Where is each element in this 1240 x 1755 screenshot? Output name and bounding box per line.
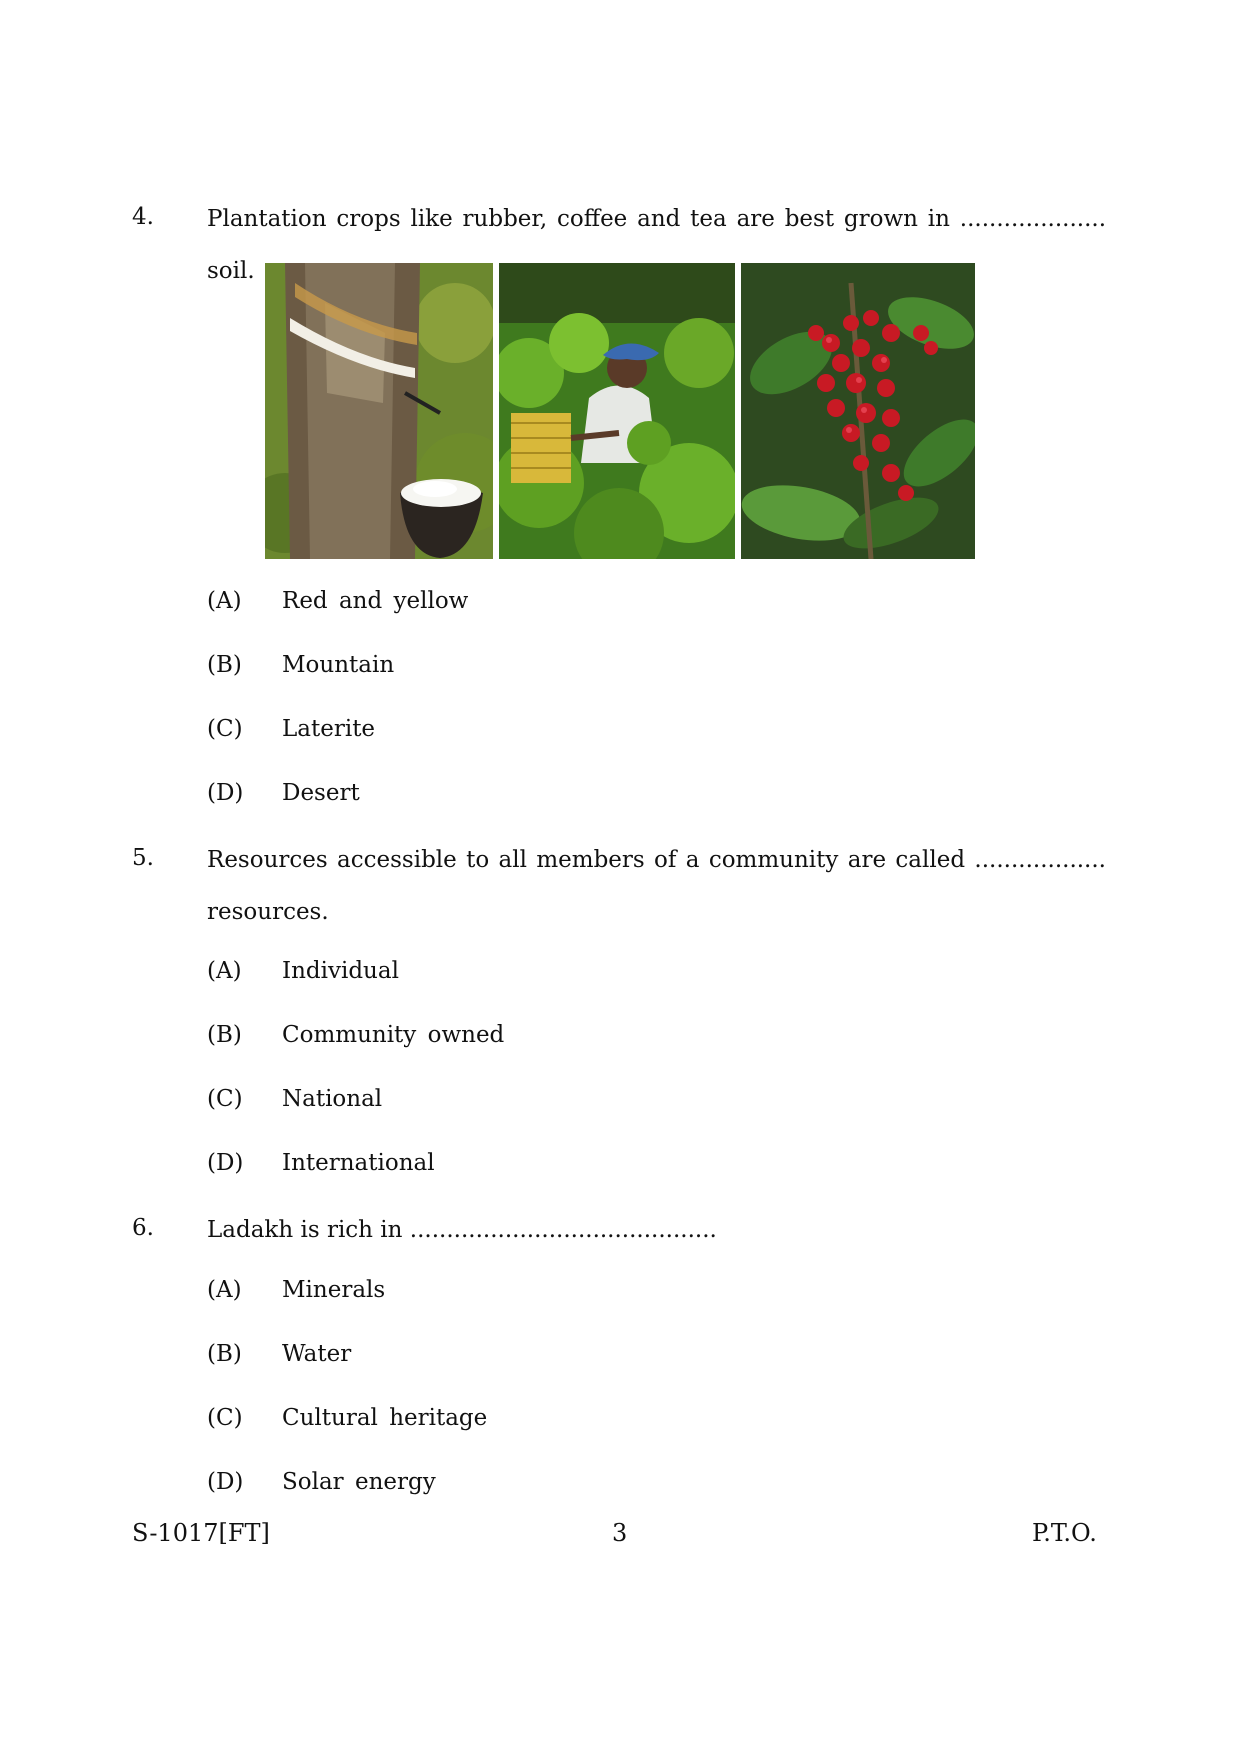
question-4-text: Plantation crops like rubber, coffee and tea are best grown in .................... soil. [207,206,1106,284]
question-4-number: 4. [132,204,154,230]
question-5-option-a [207,956,399,986]
option-letter: (D) [207,780,244,806]
option-label: Minerals [282,1277,386,1303]
option-label: Red and yellow [282,588,469,614]
option-label: International [282,1150,435,1176]
question-6-number: 6. [132,1215,154,1241]
option-label: Individual [282,958,399,984]
option-letter: (A) [207,958,242,984]
question-4-option-c [207,714,375,744]
plantation-crops-photo-strip [265,263,975,559]
option-letter: (B) [207,1341,242,1367]
footer-page-number: 3 [612,1519,628,1547]
question-5-option-c [207,1084,382,1114]
option-label: Community owned [282,1022,505,1048]
rubber-tree-photo [265,263,493,559]
question-5-text-line-2: resources. [207,899,329,925]
option-letter: (C) [207,716,243,742]
option-letter: (C) [207,1086,243,1112]
option-letter: (C) [207,1405,243,1431]
option-letter: (A) [207,588,242,614]
option-letter: (D) [207,1469,244,1495]
option-letter: (B) [207,1022,242,1048]
question-6-option-d [207,1467,436,1497]
option-letter: (A) [207,1277,242,1303]
question-5-option-d [207,1148,435,1178]
option-label: Laterite [282,716,376,742]
question-5-option-b [207,1020,504,1050]
question-6-text: Ladakh is rich in .......................................... [207,1217,717,1243]
tea-plucking-photo [499,263,735,559]
option-label: National [282,1086,383,1112]
question-5-text [207,834,1106,938]
option-label: Solar energy [282,1469,436,1495]
question-4-option-b [207,650,394,680]
question-4-option-a [207,586,468,616]
question-6-option-b [207,1339,351,1369]
option-label: Water [282,1341,352,1367]
coffee-berries-photo [741,263,975,559]
question-6-option-a [207,1275,385,1305]
question-4-option-d [207,778,360,808]
option-label: Desert [282,780,360,806]
option-letter: (D) [207,1150,244,1176]
option-letter: (B) [207,652,242,678]
question-5-number: 5. [132,845,154,871]
footer-paper-code: S-1017[FT] [132,1519,270,1547]
question-6-option-c [207,1403,487,1433]
question-5-text-line-1: Resources accessible to all members of a community are called .................. [207,847,1106,873]
option-label: Cultural heritage [282,1405,488,1431]
footer-pto: P.T.O. [1032,1519,1097,1547]
option-label: Mountain [282,652,395,678]
